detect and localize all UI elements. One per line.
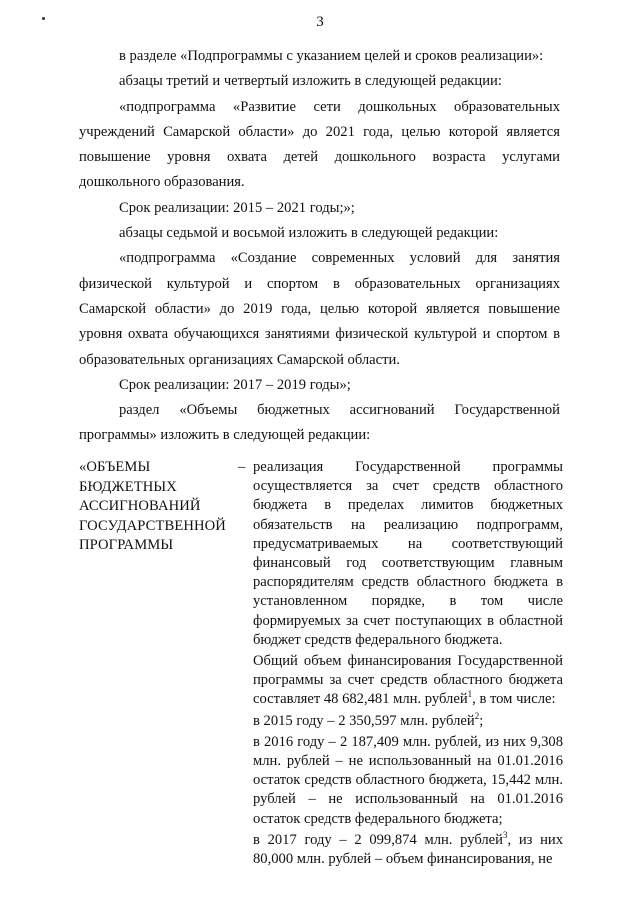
paragraph: абзацы третий и четвертый изложить в следующей редакции:	[119, 73, 502, 90]
table-left-heading	[79, 458, 235, 556]
funding-text: в 2015 году – 2 350,597 млн. рублей	[253, 712, 475, 729]
funding-paragraph	[253, 652, 563, 710]
heading-line: БЮДЖЕТНЫХ	[79, 478, 177, 495]
table-right-content	[253, 458, 563, 871]
paragraph: «подпрограмма «Создание современных условий для занятия физической культурой и спортом в образовательных организациях Самарской области» до 2019 года, целью которой является повышение уровня охвата обучающихся занятиями физической культурой и спортом в образовательных организациях Самарской области.	[79, 250, 560, 368]
funding-text: ;	[479, 712, 484, 729]
paragraph: Срок реализации: 2017 – 2019 годы»;	[119, 376, 351, 393]
heading-line: АССИГНОВАНИЙ	[79, 498, 201, 514]
funding-text: Общий объем финансирования Государственной программы за счет средств областного бюджета составляет 48 682,481 млн. рублей	[253, 653, 563, 708]
paragraph: «подпрограмма «Развитие сети дошкольных образовательных учреждений Самарской области» до 2021 года, целью которой является повышение уровня охвата детей дошкольного возраста услугами дошкольного образования.	[79, 98, 560, 191]
footnote-mark: 2	[474, 710, 480, 721]
paragraph: в разделе «Подпрограммы с указанием целей и сроков реализации»:	[119, 48, 544, 64]
funding-text: , в том числе:	[472, 691, 556, 708]
funding-paragraph: реализация Государственной программы осуществляется за счет средств областного бюджета в пределах лимитов бюджетных обязательств на реализацию подпрограмм, предусматриваемых на соответствующий финансовый год соответствующим главным распорядителям средств областного бюджета в установленном порядке, в том числе формируемых за счет поступающих в областной бюджет средств федерального бюджета.	[253, 459, 563, 648]
heading-line: «ОБЪЕМЫ	[79, 459, 151, 475]
heading-line: ГОСУДАРСТВЕННОЙ	[79, 517, 226, 534]
page-number: 3	[316, 14, 324, 30]
funding-paragraph	[253, 712, 563, 731]
footnote-mark: 3	[502, 830, 508, 840]
funding-text: , из них 80,000 млн. рублей – объем финансирования, не	[253, 831, 564, 868]
paragraph: раздел «Объемы бюджетных ассигнований Государственной программы» изложить в следующей редакции:	[79, 402, 560, 444]
heading-line: ПРОГРАММЫ	[79, 537, 174, 553]
paragraph: абзацы седьмой и восьмой изложить в следующей редакции:	[119, 225, 499, 242]
footnote-mark: 1	[467, 689, 473, 700]
funding-text: в 2017 году – 2 099,874 млн. рублей	[253, 831, 503, 848]
table-dash: –	[238, 459, 246, 475]
funding-paragraph: в 2016 году – 2 187,409 млн. рублей, из них 9,308 млн. рублей – не использованный на 01.01.2016 остаток средств областного бюджета, 15,442 млн. рублей – не использованный на 01.01.2016 остаток средств федерального бюджета;	[253, 733, 563, 827]
body-text	[79, 44, 560, 449]
funding-paragraph	[253, 831, 563, 869]
paragraph: Срок реализации: 2015 – 2021 годы;»;	[119, 199, 355, 216]
